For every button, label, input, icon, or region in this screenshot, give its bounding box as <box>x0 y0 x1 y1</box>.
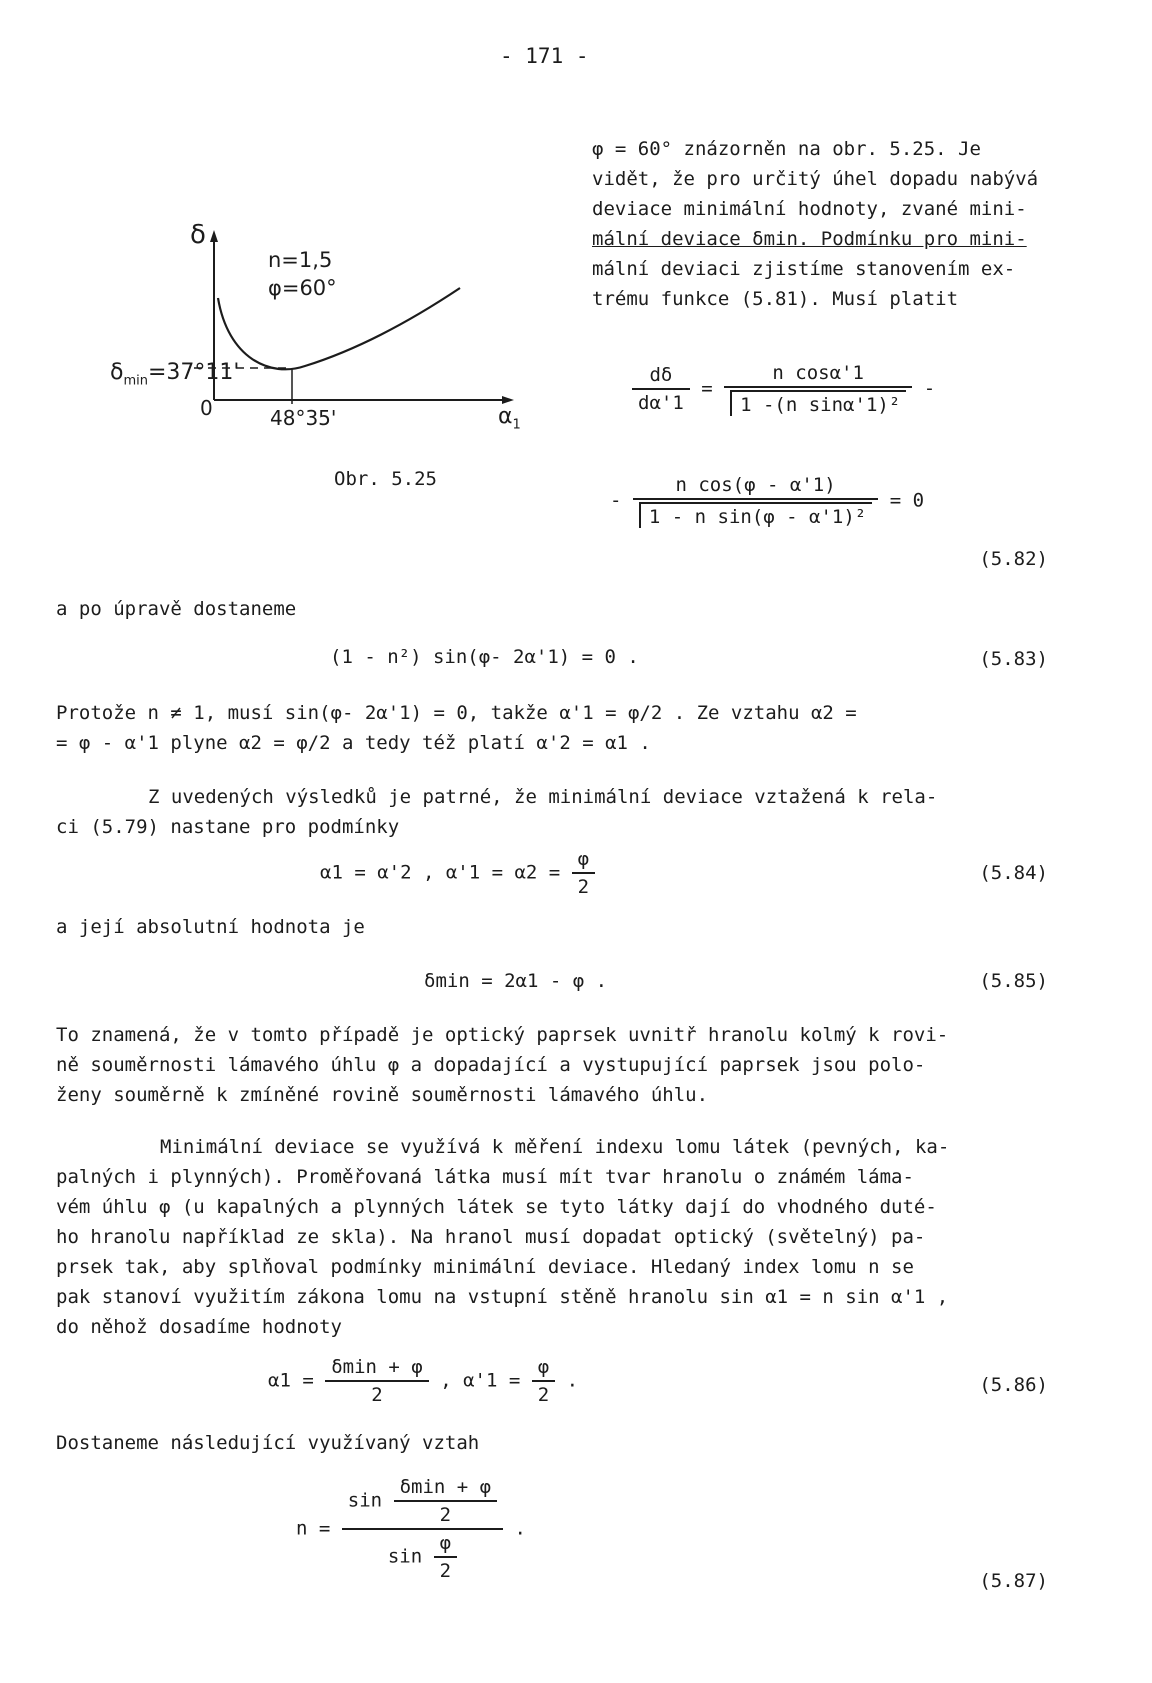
equation-5-85: δmin = 2α1 - φ . <box>424 970 608 992</box>
eq-number-5-85: (5.85) <box>979 970 1048 992</box>
z-line-1: Z uvedených výsledků je patrné, že minimální deviace vztažená k rela- <box>148 786 938 808</box>
deviation-figure <box>110 220 521 433</box>
eq-number-5-82: (5.82) <box>979 548 1048 570</box>
eq-number-5-86: (5.86) <box>979 1374 1048 1396</box>
equation-5-82-part1: $\frac{d\delta}{d\alpha'1}$ = $\frac{\text{n cosα'1}}{\text{1 -(n sinα'1)²}}$ - <box>632 362 935 416</box>
z-line-2: ci (5.79) nastane pro podmínky <box>56 816 400 838</box>
eq82-term2: $\frac{\text{n cos(φ - α'1)}}{\text{1 - n sin(φ - α'1)²}}$ <box>633 474 878 528</box>
min-line-6: pak stanoví využitím zákona lomu na vstupní stěně hranolu sin α1 = n sin α'1 , <box>56 1286 949 1308</box>
phi-label: φ=60° <box>268 276 337 300</box>
min-line-2: palných i plynných). Proměřovaná látka musí mít tvar hranolu o známém láma- <box>56 1166 914 1188</box>
equation-5-86: α1 = $\frac{\delta\min + \varphi}{2}$ , α'1 = $\frac{\varphi}{2}$ . <box>268 1356 579 1406</box>
y-axis-label: δ <box>190 220 206 250</box>
min-line-4: ho hranolu například ze skla). Na hranol musí dopadat optický (světelný) pa- <box>56 1226 926 1248</box>
intro-line-3: deviace minimální hodnoty, zvané mini- <box>592 198 1027 220</box>
min-line-7: do něhož dosadíme hodnoty <box>56 1316 342 1338</box>
to-line-3: ženy souměrně k zmíněné rovině souměrnosti lámavého úhlu. <box>56 1084 709 1106</box>
deviation-curve-plot <box>180 228 520 428</box>
equation-5-87: n = sin $\frac{\delta\min + \varphi}{2}$ sin $\frac{\varphi}{2}$ . <box>296 1476 526 1582</box>
equation-5-83: (1 - n²) sin(φ- 2α'1) = 0 . <box>330 646 639 668</box>
protoze-line-1: Protože n ≠ 1, musí sin(φ- 2α'1) = 0, takže α'1 = φ/2 . Ze vztahu α2 = <box>56 702 857 724</box>
intro-line-1: φ = 60° znázorněn na obr. 5.25. Je <box>592 138 981 160</box>
eq82-lhs: $\frac{d\delta}{d\alpha'1}$ <box>632 364 690 414</box>
origin-label: 0 <box>200 396 213 420</box>
equation-5-84: α1 = α'2 , α'1 = α2 = $\frac{\varphi}{2}$ <box>320 848 595 898</box>
x-min-label: 48°35' <box>270 406 337 430</box>
n-label: n=1,5 <box>268 248 333 272</box>
intro-line-5: mální deviaci zjistíme stanovením ex- <box>592 258 1016 280</box>
deviation-curve <box>218 288 460 369</box>
eq87-main-fraction: sin $\frac{\delta\min + \varphi}{2}$ sin $\frac{\varphi}{2}$ <box>342 1476 503 1582</box>
min-line-3: vém úhlu φ (u kapalných a plynných látek se tyto látky dají do vhodného duté- <box>56 1196 937 1218</box>
x-axis-label: $\alpha_1$ <box>498 404 521 433</box>
text-absolute-value: a její absolutní hodnota je <box>56 916 365 938</box>
intro-line-6: trému funkce (5.81). Musí platit <box>592 288 959 310</box>
text-following-relation: Dostaneme následující využívaný vztah <box>56 1432 480 1454</box>
min-line-1: Minimální deviace se využívá k měření indexu lomu látek (pevných, ka- <box>160 1136 950 1158</box>
y-axis-arrow <box>210 230 218 242</box>
eq-number-5-83: (5.83) <box>979 648 1048 670</box>
to-line-1: To znamená, že v tomto případě je optický paprsek uvnitř hranolu kolmý k rovi- <box>56 1024 949 1046</box>
eq82-term1: $\frac{\text{n cosα'1}}{\text{1 -(n sinα'1)²}}$ <box>724 362 912 416</box>
protoze-line-2: = φ - α'1 plyne α2 = φ/2 a tedy též platí α'2 = α1 . <box>56 732 651 754</box>
intro-line-2: vidět, že pro určitý úhel dopadu nabývá <box>592 168 1039 190</box>
intro-line-4: mální deviace δmin. Podmínku pro mini- <box>592 228 1027 250</box>
figure-caption: Obr. 5.25 <box>334 468 437 490</box>
x-axis-arrow <box>502 396 514 404</box>
eq-number-5-87: (5.87) <box>979 1570 1048 1592</box>
page-number: - 171 - <box>500 44 589 68</box>
eq-number-5-84: (5.84) <box>979 862 1048 884</box>
text-after-582: a po úpravě dostaneme <box>56 598 297 620</box>
min-line-5: prsek tak, aby splňoval podmínky minimální deviace. Hledaný index lomu n se <box>56 1256 914 1278</box>
to-line-2: ně souměrnosti lámavého úhlu φ a dopadající a vystupující paprsek jsou polo- <box>56 1054 926 1076</box>
min-label: $\delta_{min}=37^\circ 11'$ <box>110 360 240 389</box>
equation-5-82-part2: - $\frac{\text{n cos(φ - α'1)}}{\text{1 - n sin(φ - α'1)²}}$ = 0 <box>610 474 925 528</box>
